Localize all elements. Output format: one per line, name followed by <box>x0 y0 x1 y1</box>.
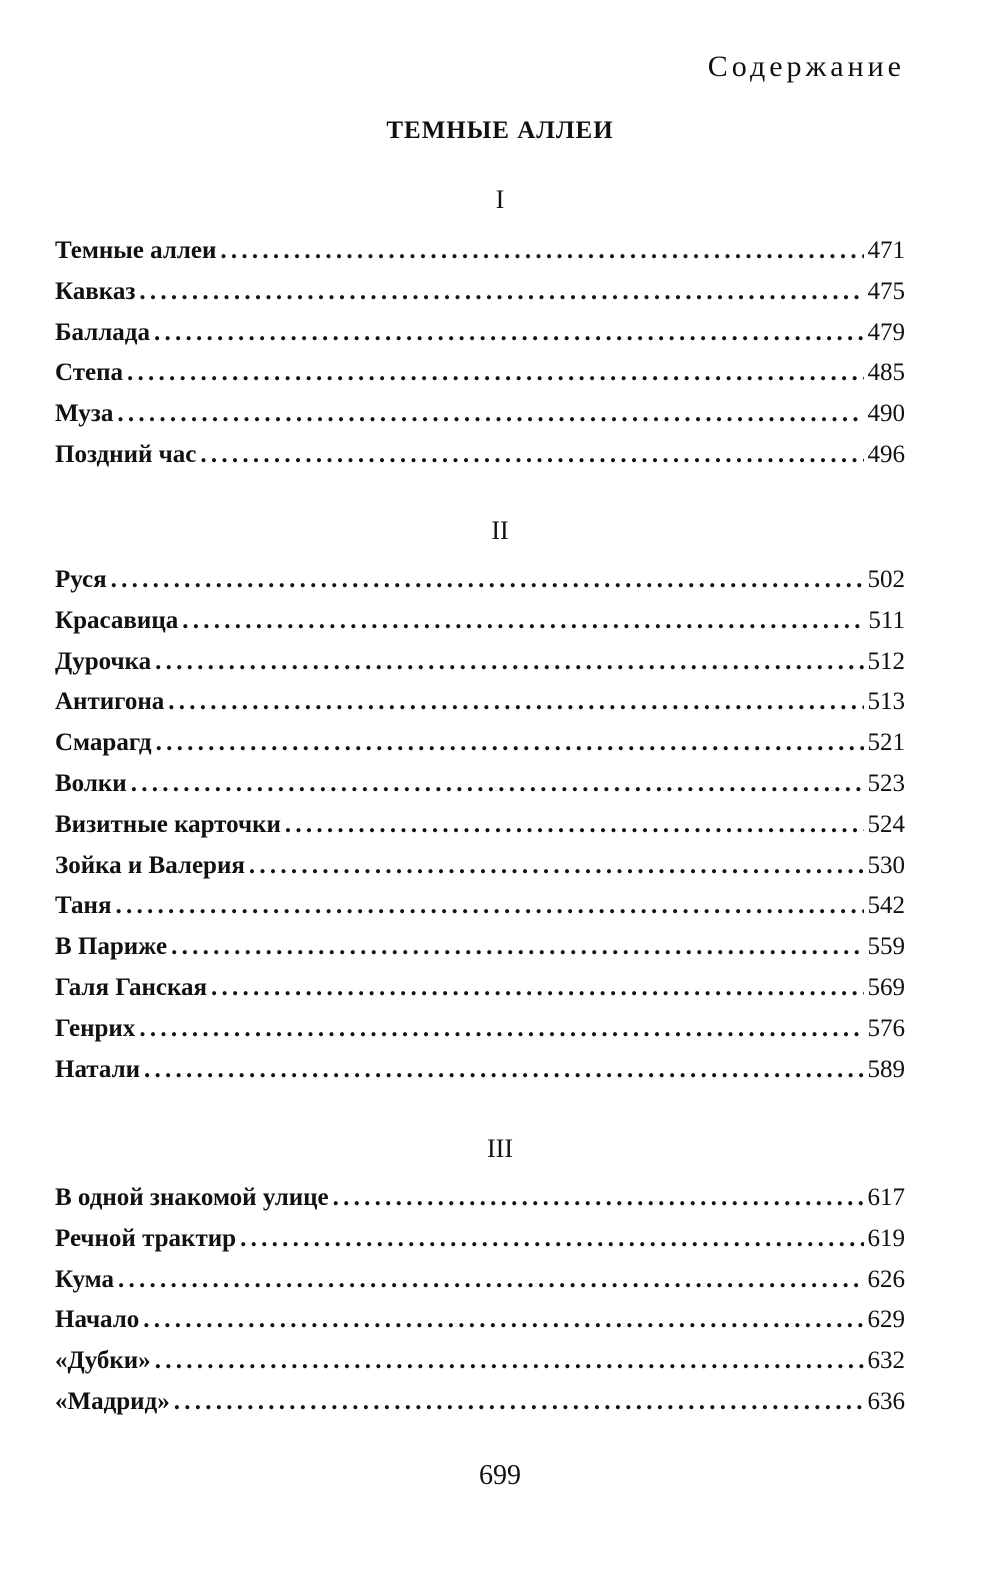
toc-entry-title: Антигона <box>55 688 165 716</box>
toc-entry-title: Руся <box>55 566 107 593</box>
toc-entry-page: 636 <box>867 1387 905 1415</box>
toc-entry-title: Кавказ <box>55 277 136 305</box>
toc-entry <box>55 566 905 607</box>
toc-entry-title: Муза <box>55 400 114 428</box>
dot-leader <box>240 1225 863 1253</box>
dot-leader <box>139 1015 863 1043</box>
book-title: ТЕМНЫЕ АЛЛЕИ <box>386 117 614 144</box>
toc-entry-page: 511 <box>868 606 905 634</box>
toc-list-part-2 <box>55 566 905 1096</box>
dot-leader <box>118 1266 863 1294</box>
toc-entry-title: Темные аллеи <box>55 237 217 264</box>
toc-entry-title: «Мадрид» <box>55 1387 170 1415</box>
toc-entry-title: «Дубки» <box>55 1347 151 1375</box>
dot-leader <box>131 770 864 798</box>
toc-entry <box>55 974 905 1015</box>
toc-entry-title: Дурочка <box>55 647 152 675</box>
toc-entry <box>55 1266 905 1307</box>
dot-leader <box>182 607 864 635</box>
dot-leader <box>111 566 864 594</box>
toc-entry-title: Волки <box>55 769 127 797</box>
toc-entry <box>55 1184 905 1225</box>
toc-entry-page: 629 <box>867 1306 905 1334</box>
toc-entry-title: Баллада <box>55 318 150 346</box>
toc-entry <box>55 400 905 441</box>
toc-entry-page: 512 <box>867 647 905 675</box>
dot-leader <box>333 1184 864 1212</box>
toc-entry-page: 589 <box>867 1055 905 1083</box>
dot-leader <box>115 892 863 920</box>
toc-entry-page: 475 <box>867 277 905 305</box>
toc-entry <box>55 319 905 360</box>
dot-leader <box>168 688 863 716</box>
dot-leader <box>211 974 864 1002</box>
dot-leader <box>139 278 863 306</box>
toc-entry <box>55 607 905 648</box>
toc-entry-page: 513 <box>867 688 905 716</box>
toc-entry <box>55 729 905 770</box>
part-heading-3: III <box>487 1134 513 1163</box>
toc-list-part-1 <box>55 237 905 482</box>
toc-entry <box>55 770 905 811</box>
toc-entry-page: 576 <box>867 1014 905 1042</box>
toc-entry-title: Поздний час <box>55 440 197 468</box>
toc-entry <box>55 1347 905 1388</box>
dot-leader <box>144 1056 863 1084</box>
dot-leader <box>171 933 863 961</box>
toc-entry-title: Степа <box>55 359 124 387</box>
toc-entry <box>55 852 905 893</box>
toc-entry-title: Красавица <box>55 606 179 634</box>
toc-entry-page: 569 <box>867 973 905 1001</box>
toc-entry-title: В Париже <box>55 933 168 961</box>
toc-entry <box>55 811 905 852</box>
toc-entry-page: 521 <box>867 729 905 757</box>
toc-entry-page: 559 <box>867 933 905 961</box>
dot-leader <box>117 400 863 428</box>
toc-entry-title: Кума <box>55 1265 115 1293</box>
toc-entry-page: 502 <box>867 566 905 593</box>
toc-entry <box>55 892 905 933</box>
part-heading-1: I <box>495 185 505 214</box>
toc-entry <box>55 1306 905 1347</box>
toc-entry-title: Галя Ганская <box>55 973 207 1001</box>
toc-entry <box>55 278 905 319</box>
toc-entry-title: Натали <box>55 1055 141 1083</box>
dot-leader <box>285 811 864 839</box>
toc-entry-page: 523 <box>867 769 905 797</box>
page-number: 699 <box>479 1460 521 1491</box>
toc-entry-page: 485 <box>867 359 905 387</box>
dot-leader <box>220 237 863 265</box>
toc-list-part-3 <box>55 1184 905 1429</box>
toc-entry <box>55 1015 905 1056</box>
toc-entry-title: Зойка и Валерия <box>55 851 245 879</box>
toc-entry <box>55 237 905 278</box>
toc-entry-title: Генрих <box>55 1014 136 1042</box>
dot-leader <box>127 359 863 387</box>
dot-leader <box>174 1388 864 1416</box>
toc-entry <box>55 1388 905 1429</box>
part-heading-2: II <box>491 516 509 545</box>
toc-entry-page: 617 <box>867 1184 905 1211</box>
toc-entry-page: 471 <box>867 237 905 264</box>
dot-leader <box>200 441 863 469</box>
dot-leader <box>249 852 864 880</box>
toc-entry-title: В одной знакомой улице <box>55 1184 329 1211</box>
toc-entry <box>55 1056 905 1097</box>
toc-entry-page: 632 <box>867 1347 905 1375</box>
toc-entry-page: 490 <box>867 400 905 428</box>
toc-entry-title: Смарагд <box>55 729 152 757</box>
toc-entry-page: 619 <box>867 1224 905 1252</box>
toc-entry <box>55 648 905 689</box>
toc-entry-page: 626 <box>867 1265 905 1293</box>
toc-entry-page: 524 <box>867 810 905 838</box>
dot-leader <box>143 1306 863 1334</box>
toc-entry-title: Таня <box>55 892 112 920</box>
toc-entry-page: 479 <box>867 318 905 346</box>
toc-entry <box>55 359 905 400</box>
dot-leader <box>156 729 864 757</box>
toc-entry-page: 496 <box>867 440 905 468</box>
toc-entry-page: 542 <box>867 892 905 920</box>
dot-leader <box>155 648 863 676</box>
toc-entry-title: Речной трактир <box>55 1224 237 1252</box>
toc-entry <box>55 1225 905 1266</box>
running-head: Содержание <box>707 50 905 83</box>
dot-leader <box>154 319 864 347</box>
toc-entry <box>55 688 905 729</box>
toc-entry-page: 530 <box>867 851 905 879</box>
dot-leader <box>155 1347 864 1375</box>
toc-entry <box>55 441 905 482</box>
toc-entry-title: Визитные карточки <box>55 810 281 838</box>
toc-entry <box>55 933 905 974</box>
toc-entry-title: Начало <box>55 1306 140 1334</box>
